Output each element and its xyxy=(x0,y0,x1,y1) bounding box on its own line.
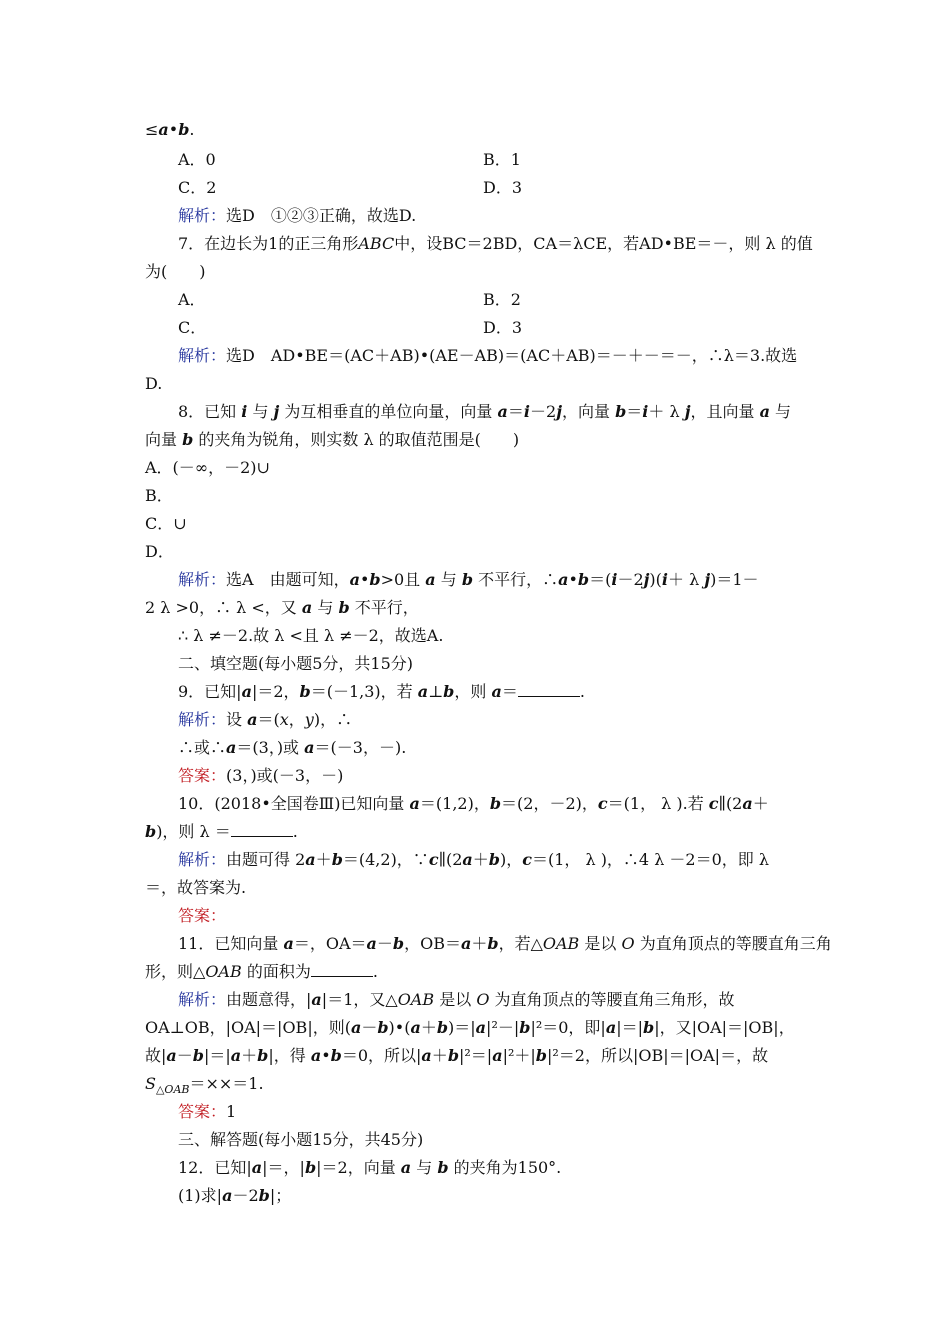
q8-option-c: C．∪ xyxy=(145,514,187,533)
q10-stem-line1: 10．(2018•全国卷Ⅲ)已知向量 a＝(1,2)，b＝(2，－2)，c＝(1， λ ).若 c∥(2a＋ xyxy=(178,794,769,813)
q11-solution-line1: 解析：由题意得，|a|＝1，又△OAB 是以 O 为直角顶点的等腰直角三角形，故 xyxy=(178,990,735,1009)
q11-solution-line3: 故|a－b|＝|a＋b|，得 a•b＝0，所以|a＋b|²＝|a|²＋|b|²＝2，所以|OB|＝|OA|＝，故 xyxy=(145,1046,769,1065)
q7-option-a: A． xyxy=(178,290,206,309)
q7-option-b: B．2 xyxy=(483,290,521,309)
q11-solution-line2: OA⊥OB，|OA|＝|OB|，则(a－b)•(a＋b)＝|a|²－|b|²＝0，即|a|＝|b|，又|OA|＝|OB|， xyxy=(145,1018,795,1037)
q10-solution-line2: ＝，故答案为. xyxy=(145,878,247,897)
q10-answer: 答案： xyxy=(178,906,227,925)
q8-option-d: D． xyxy=(145,542,174,561)
q6-option-c: C．2 xyxy=(178,178,217,197)
q7-stem-line1: 7．在边长为1的正三角形ABC中，设BC＝2BD，CA＝λCE，若AD•BE＝－，则 λ 的值 xyxy=(178,234,813,253)
q9-answer: 答案：(3，)或(－3，－) xyxy=(178,766,344,785)
q7-options-row2 xyxy=(178,318,810,338)
q10-solution-line1: 解析：由题可得 2a＋b＝(4,2)，∵c∥(2a＋b)，c＝(1， λ )，∴4 λ －2＝0，即 λ xyxy=(178,850,770,869)
q11-answer-blank xyxy=(311,962,373,977)
section-fill-in-heading: 二、填空题(每小题5分，共15分) xyxy=(178,654,414,673)
q8-option-a: A．(－∞，－2)∪ xyxy=(145,458,270,477)
q10-answer-blank xyxy=(231,822,293,837)
q9-answer-blank xyxy=(518,682,580,697)
q8-stem-line2: 向量 b 的夹角为锐角，则实数 λ 的取值范围是( ) xyxy=(145,430,520,449)
q11-answer: 答案：1 xyxy=(178,1102,237,1121)
q7-solution-line2: D. xyxy=(145,374,163,393)
q8-option-b: B． xyxy=(145,486,173,505)
q7-solution-line1: 解析：选D AD•BE＝(AC＋AB)•(AE－AB)＝(AC＋AB)＝－＋－＝－，∴λ＝3.故选 xyxy=(178,346,798,365)
q12-subquestion-1: (1)求|a－2b|； xyxy=(178,1186,292,1205)
q8-stem-line1: 8．已知 i 与 j 为互相垂直的单位向量，向量 a＝i－2j，向量 b＝i＋ λ j，且向量 a 与 xyxy=(178,402,792,421)
q9-solution-line1: 解析：设 a＝(x，y)，∴ xyxy=(178,710,353,729)
q8-solution-line1: 解析：选A 由题可知，a•b>0且 a 与 b 不平行，∴a•b＝(i－2j)(i＋ λ j)＝1－ xyxy=(178,570,759,589)
q10-stem-line2: b)，则 λ ＝ . xyxy=(145,822,298,841)
q11-stem-line1: 11．已知向量 a＝，OA＝a－b，OB＝a＋b，若△OAB 是以 O 为直角顶点的等腰直角三角 xyxy=(178,934,832,953)
q7-option-c: C． xyxy=(178,318,207,337)
q11-stem-line2: 形，则△OAB 的面积为 . xyxy=(145,962,378,981)
q6-option-b: B．1 xyxy=(483,150,521,169)
q7-option-d: D．3 xyxy=(483,318,523,337)
q9-solution-line2: ∴或∴a＝(3，)或 a＝(－3，－). xyxy=(178,738,407,757)
q12-stem: 12．已知|a|＝，|b|＝2，向量 a 与 b 的夹角为150°. xyxy=(178,1158,562,1177)
q6-options-row2 xyxy=(178,178,810,198)
q7-options-row1 xyxy=(178,290,810,310)
q9-stem: 9．已知|a|＝2，b＝(－1,3)，若 a⊥b，则 a＝ . xyxy=(178,682,585,701)
q6-solution: 解析：选D ①②③正确，故选D. xyxy=(178,206,417,225)
q6-continuation: ≤a•b. xyxy=(145,120,195,139)
q6-option-a: A．0 xyxy=(178,150,216,169)
q8-solution-line3: ∴ λ ≠－2.故 λ <且 λ ≠－2，故选A. xyxy=(178,626,444,645)
q6-options-row1 xyxy=(178,150,810,170)
q11-solution-line4: $S_{\triangle OAB}=\times\times=1$. xyxy=(145,1074,264,1097)
section-solve-heading: 三、解答题(每小题15分，共45分) xyxy=(178,1130,424,1149)
q6-option-d: D．3 xyxy=(483,178,523,197)
q8-solution-line2: 2 λ >0，∴ λ <，又 a 与 b 不平行， xyxy=(145,598,419,617)
q7-stem-line2: 为( ) xyxy=(145,262,206,281)
